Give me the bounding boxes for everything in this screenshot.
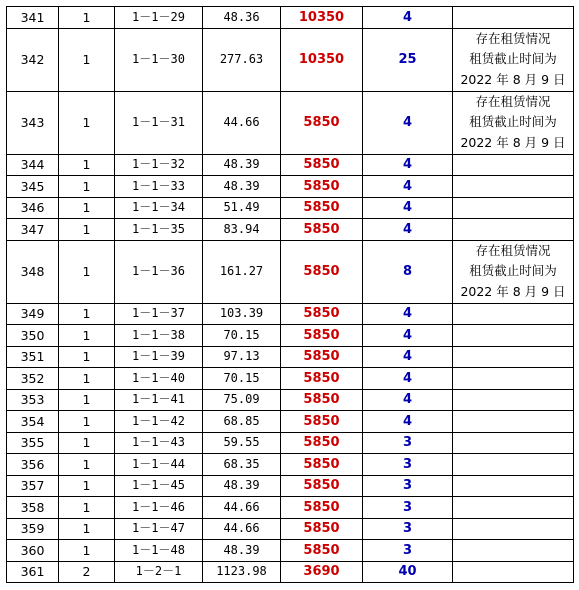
unit-code-cell: 1－1－35 <box>115 219 203 241</box>
area-cell: 68.35 <box>203 454 281 476</box>
note-line: 2022 年 8 月 9 日 <box>460 283 566 299</box>
row-number-cell: 348 <box>7 240 59 303</box>
row-number-cell: 342 <box>7 28 59 91</box>
price-cell: 5850 <box>281 197 363 219</box>
note-cell <box>453 219 574 241</box>
area-cell: 70.15 <box>203 368 281 390</box>
table-row <box>7 518 574 540</box>
area-cell: 48.39 <box>203 176 281 198</box>
quantity-cell: 1 <box>59 368 115 390</box>
term-cell: 3 <box>363 475 453 497</box>
table-row <box>7 303 574 325</box>
price-cell: 5850 <box>281 219 363 241</box>
unit-code-cell: 1－1－47 <box>115 518 203 540</box>
unit-code-cell: 1－1－36 <box>115 240 203 303</box>
unit-code-cell: 1－1－33 <box>115 176 203 198</box>
price-cell: 5850 <box>281 518 363 540</box>
price-cell: 10350 <box>281 7 363 29</box>
note-line: 租赁截止时间为 <box>469 263 557 279</box>
note-cell <box>453 346 574 368</box>
unit-code-cell: 1－1－46 <box>115 497 203 519</box>
note-cell <box>453 389 574 411</box>
term-cell: 3 <box>363 454 453 476</box>
unit-code-cell: 1－1－44 <box>115 454 203 476</box>
unit-code-cell: 1－1－32 <box>115 154 203 176</box>
row-number-cell: 343 <box>7 91 59 154</box>
unit-code-cell: 1－2－1 <box>115 561 203 583</box>
quantity-cell: 1 <box>59 28 115 91</box>
quantity-cell: 2 <box>59 561 115 583</box>
table-body <box>7 7 574 583</box>
term-cell: 4 <box>363 154 453 176</box>
row-number-cell: 358 <box>7 497 59 519</box>
quantity-cell: 1 <box>59 346 115 368</box>
table-row <box>7 475 574 497</box>
note-cell <box>453 7 574 29</box>
term-cell: 4 <box>363 219 453 241</box>
term-cell: 4 <box>363 176 453 198</box>
area-cell: 277.63 <box>203 28 281 91</box>
price-cell: 5850 <box>281 240 363 303</box>
note-cell <box>453 197 574 219</box>
row-number-cell: 351 <box>7 346 59 368</box>
unit-code-cell: 1－1－40 <box>115 368 203 390</box>
quantity-cell: 1 <box>59 240 115 303</box>
term-cell: 4 <box>363 389 453 411</box>
note-cell <box>453 518 574 540</box>
area-cell: 48.39 <box>203 475 281 497</box>
row-number-cell: 354 <box>7 411 59 433</box>
term-cell: 40 <box>363 561 453 583</box>
term-cell: 3 <box>363 540 453 562</box>
area-cell: 97.13 <box>203 346 281 368</box>
quantity-cell: 1 <box>59 176 115 198</box>
quantity-cell: 1 <box>59 154 115 176</box>
table-row <box>7 368 574 390</box>
unit-code-cell: 1－1－34 <box>115 197 203 219</box>
table-row <box>7 176 574 198</box>
unit-code-cell: 1－1－48 <box>115 540 203 562</box>
row-number-cell: 344 <box>7 154 59 176</box>
term-cell: 3 <box>363 432 453 454</box>
note-cell <box>453 454 574 476</box>
area-cell: 44.66 <box>203 497 281 519</box>
area-cell: 70.15 <box>203 325 281 347</box>
area-cell: 1123.98 <box>203 561 281 583</box>
area-cell: 59.55 <box>203 432 281 454</box>
row-number-cell: 356 <box>7 454 59 476</box>
unit-code-cell: 1－1－41 <box>115 389 203 411</box>
quantity-cell: 1 <box>59 219 115 241</box>
area-cell: 83.94 <box>203 219 281 241</box>
note-cell <box>453 91 574 154</box>
area-cell: 44.66 <box>203 518 281 540</box>
price-cell: 5850 <box>281 432 363 454</box>
quantity-cell: 1 <box>59 454 115 476</box>
note-cell <box>453 176 574 198</box>
table-row <box>7 432 574 454</box>
note-cell <box>453 240 574 303</box>
row-number-cell: 360 <box>7 540 59 562</box>
quantity-cell: 1 <box>59 389 115 411</box>
price-cell: 5850 <box>281 325 363 347</box>
price-cell: 5850 <box>281 389 363 411</box>
note-cell <box>453 368 574 390</box>
unit-code-cell: 1－1－39 <box>115 346 203 368</box>
term-cell: 4 <box>363 368 453 390</box>
row-number-cell: 345 <box>7 176 59 198</box>
term-cell: 4 <box>363 197 453 219</box>
note-cell <box>453 154 574 176</box>
quantity-cell: 1 <box>59 432 115 454</box>
table-row <box>7 411 574 433</box>
table-row <box>7 154 574 176</box>
unit-code-cell: 1－1－30 <box>115 28 203 91</box>
price-cell: 5850 <box>281 368 363 390</box>
table-row <box>7 540 574 562</box>
quantity-cell: 1 <box>59 197 115 219</box>
term-cell: 4 <box>363 325 453 347</box>
note-line: 2022 年 8 月 9 日 <box>460 134 566 150</box>
term-cell: 3 <box>363 518 453 540</box>
row-number-cell: 346 <box>7 197 59 219</box>
price-cell: 5850 <box>281 154 363 176</box>
area-cell: 51.49 <box>203 197 281 219</box>
row-number-cell: 352 <box>7 368 59 390</box>
note-cell <box>453 475 574 497</box>
row-number-cell: 349 <box>7 303 59 325</box>
quantity-cell: 1 <box>59 303 115 325</box>
term-cell: 4 <box>363 346 453 368</box>
property-table <box>6 6 574 583</box>
price-cell: 5850 <box>281 497 363 519</box>
note-cell <box>453 303 574 325</box>
table-row <box>7 346 574 368</box>
row-number-cell: 355 <box>7 432 59 454</box>
price-cell: 5850 <box>281 475 363 497</box>
row-number-cell: 361 <box>7 561 59 583</box>
area-cell: 75.09 <box>203 389 281 411</box>
unit-code-cell: 1－1－31 <box>115 91 203 154</box>
table-row <box>7 240 574 303</box>
term-cell: 4 <box>363 7 453 29</box>
table-row <box>7 389 574 411</box>
note-line: 存在租赁情况 <box>475 93 551 109</box>
note-cell <box>453 325 574 347</box>
unit-code-cell: 1－1－43 <box>115 432 203 454</box>
note-line: 2022 年 8 月 9 日 <box>460 71 566 87</box>
price-cell: 5850 <box>281 91 363 154</box>
note-cell <box>453 540 574 562</box>
table-row <box>7 7 574 29</box>
term-cell: 4 <box>363 91 453 154</box>
note-cell <box>453 411 574 433</box>
row-number-cell: 341 <box>7 7 59 29</box>
row-number-cell: 353 <box>7 389 59 411</box>
note-line: 存在租赁情况 <box>475 30 551 46</box>
quantity-cell: 1 <box>59 7 115 29</box>
area-cell: 48.39 <box>203 154 281 176</box>
term-cell: 4 <box>363 303 453 325</box>
quantity-cell: 1 <box>59 540 115 562</box>
quantity-cell: 1 <box>59 518 115 540</box>
area-cell: 48.39 <box>203 540 281 562</box>
note-cell <box>453 28 574 91</box>
table-row <box>7 325 574 347</box>
unit-code-cell: 1－1－42 <box>115 411 203 433</box>
unit-code-cell: 1－1－29 <box>115 7 203 29</box>
price-cell: 5850 <box>281 346 363 368</box>
unit-code-cell: 1－1－45 <box>115 475 203 497</box>
term-cell: 25 <box>363 28 453 91</box>
table-row <box>7 219 574 241</box>
note-cell <box>453 561 574 583</box>
quantity-cell: 1 <box>59 91 115 154</box>
area-cell: 48.36 <box>203 7 281 29</box>
row-number-cell: 357 <box>7 475 59 497</box>
term-cell: 4 <box>363 411 453 433</box>
term-cell: 8 <box>363 240 453 303</box>
table-row <box>7 197 574 219</box>
note-cell <box>453 432 574 454</box>
note-line: 租赁截止时间为 <box>469 114 557 130</box>
price-cell: 5850 <box>281 176 363 198</box>
row-number-cell: 347 <box>7 219 59 241</box>
area-cell: 68.85 <box>203 411 281 433</box>
unit-code-cell: 1－1－37 <box>115 303 203 325</box>
note-line: 租赁截止时间为 <box>469 51 557 67</box>
quantity-cell: 1 <box>59 411 115 433</box>
quantity-cell: 1 <box>59 497 115 519</box>
quantity-cell: 1 <box>59 475 115 497</box>
table-row <box>7 91 574 154</box>
area-cell: 44.66 <box>203 91 281 154</box>
area-cell: 161.27 <box>203 240 281 303</box>
area-cell: 103.39 <box>203 303 281 325</box>
price-cell: 5850 <box>281 303 363 325</box>
quantity-cell: 1 <box>59 325 115 347</box>
row-number-cell: 359 <box>7 518 59 540</box>
note-line: 存在租赁情况 <box>475 242 551 258</box>
price-cell: 5850 <box>281 454 363 476</box>
price-cell: 3690 <box>281 561 363 583</box>
price-cell: 5850 <box>281 540 363 562</box>
note-cell <box>453 497 574 519</box>
term-cell: 3 <box>363 497 453 519</box>
table-row <box>7 497 574 519</box>
price-cell: 10350 <box>281 28 363 91</box>
price-cell: 5850 <box>281 411 363 433</box>
unit-code-cell: 1－1－38 <box>115 325 203 347</box>
table-row <box>7 561 574 583</box>
table-row <box>7 454 574 476</box>
row-number-cell: 350 <box>7 325 59 347</box>
table-row <box>7 28 574 91</box>
